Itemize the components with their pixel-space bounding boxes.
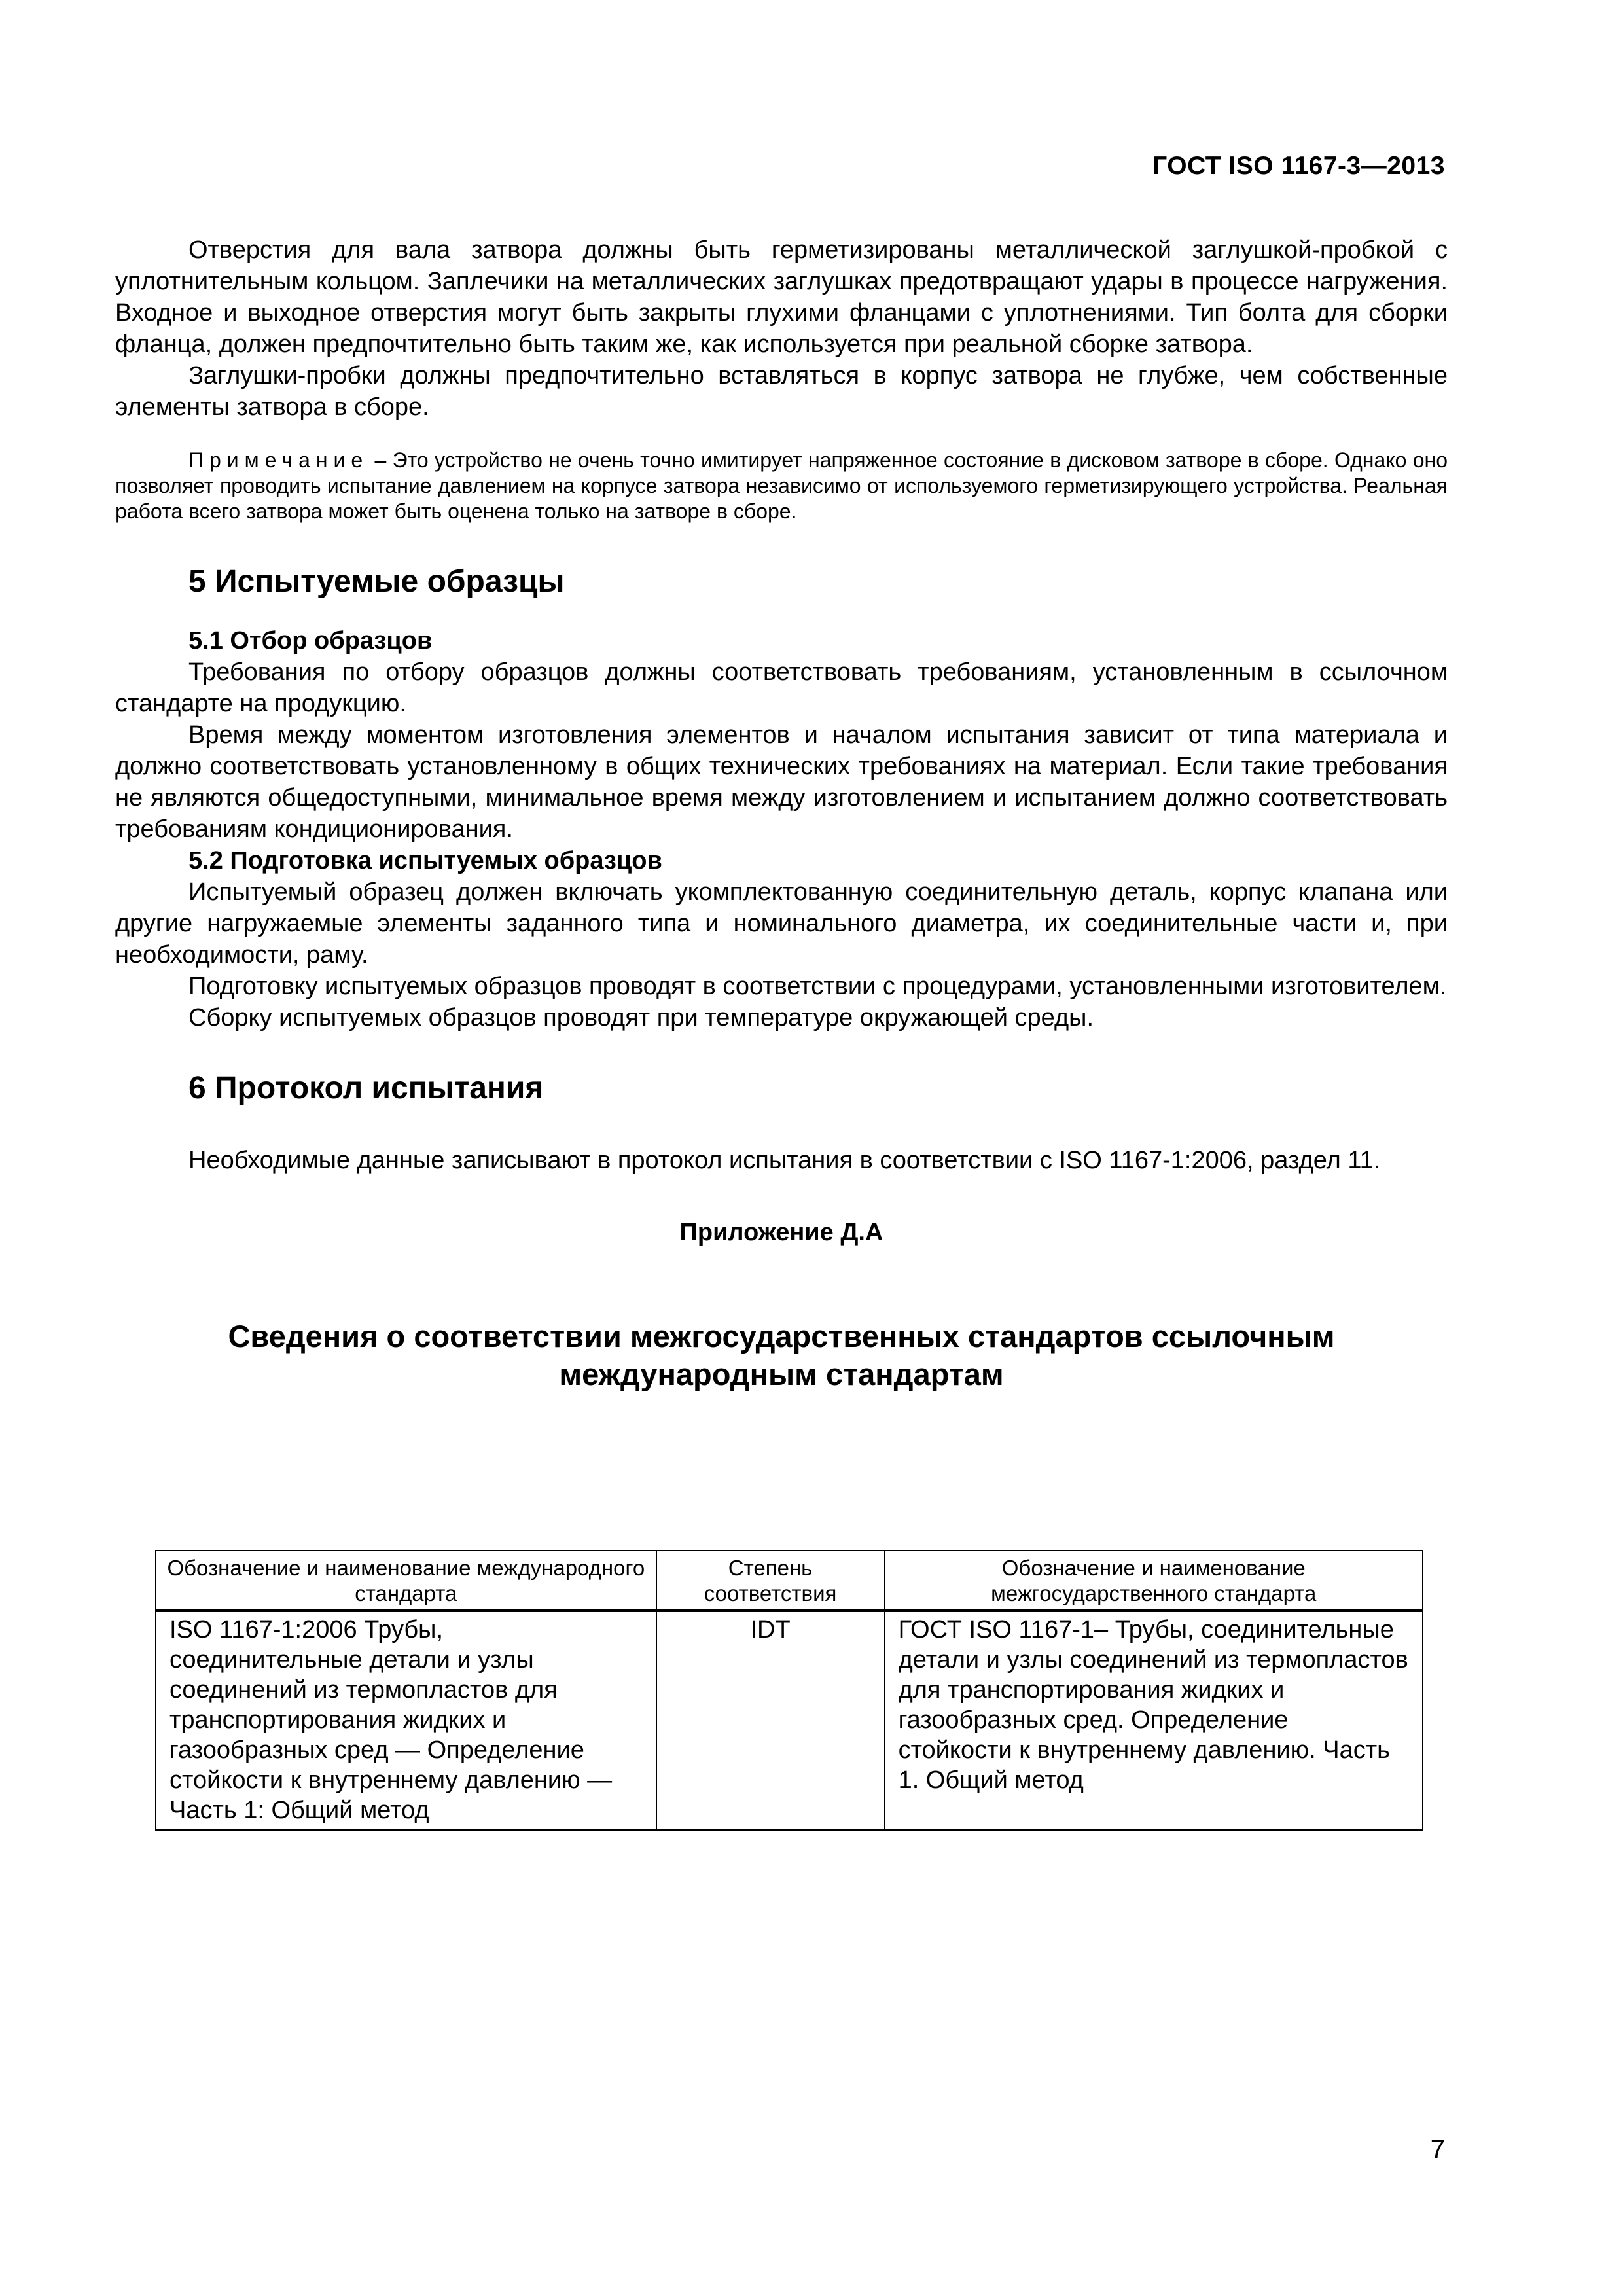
- section-6-heading: 6 Протокол испытания: [188, 1071, 544, 1105]
- note-paragraph: [115, 448, 1448, 524]
- section-5-1-paragraph-2: Время между моментом изготовления элементов и началом испытания зависит от типа материала и должно соответствовать установленному в общих технических требованиях на материал. Если такие требования не являются общедоступными, минимальное время между изготовлением и испытанием должно соответствовать требованиям кондиционирования.: [115, 721, 1448, 843]
- document-code-header: ГОСТ ISO 1167-3—2013: [1152, 152, 1445, 180]
- section-5-2-paragraph-3: Сборку испытуемых образцов проводят при температуре окружающей среды.: [188, 1004, 1094, 1031]
- column-header-degree: Степень соответствия: [656, 1551, 885, 1611]
- column-header-international: Обозначение и наименование международного стандарта: [156, 1551, 656, 1611]
- note-text: – Это устройство не очень точно имитирует напряженное состояние в дисковом затворе в сборе. Однако оно позволяет проводить испытание давлением на корпусе затвора независимо от используемого герметизирующего устройства. Реальная работа всего затвора может быть оценена только на затворе в сборе.: [115, 448, 1448, 523]
- section-5-heading: 5 Испытуемые образцы: [188, 564, 565, 599]
- section-5-1-heading: 5.1 Отбор образцов: [188, 627, 433, 655]
- cell-international-standard: ISO 1167-1:2006 Трубы, соединительные детали и узлы соединений из термопластов для транспортирования жидких и газообразных сред — Определение стойкости к внутреннему давлению — Часть 1: Общий метод: [156, 1611, 656, 1831]
- column-header-interstate: Обозначение и наименование межгосударственного стандарта: [885, 1551, 1423, 1611]
- appendix-title-line-2: международным стандартам: [559, 1357, 1004, 1391]
- section-6-paragraph-1: Необходимые данные записывают в протокол испытания в соответствии с ISO 1167-1:2006, раздел 11.: [188, 1147, 1381, 1174]
- section-5-2-heading: 5.2 Подготовка испытуемых образцов: [188, 847, 662, 874]
- cell-interstate-standard: ГОСТ ISO 1167-1– Трубы, соединительные детали и узлы соединений из термопластов для транспортирования жидких и газообразных сред. Определение стойкости к внутреннему давлению. Часть 1. Общий метод: [885, 1611, 1423, 1831]
- table-header-row: [156, 1551, 1423, 1611]
- section-5-1-paragraph-1: Требования по отбору образцов должны соответствовать требованиям, установленным в ссылочном стандарте на продукцию.: [115, 658, 1448, 717]
- appendix-title-line-1: Сведения о соответствии межгосударственных стандартов ссылочным: [228, 1319, 1335, 1354]
- section-5-2-paragraph-2: Подготовку испытуемых образцов проводят в соответствии с процедурами, установленными изготовителем.: [188, 973, 1447, 1000]
- page-number: 7: [1430, 2135, 1445, 2164]
- appendix-title: [115, 1318, 1448, 1393]
- table-row: [156, 1611, 1423, 1831]
- cell-degree-of-correspondence: IDT: [656, 1611, 885, 1831]
- standards-correspondence-table: [155, 1550, 1423, 1831]
- section-5-2-paragraph-1: Испытуемый образец должен включать укомплектованную соединительную деталь, корпус клапана или другие нагружаемые элементы заданного типа и номинального диаметра, их соединительные части и, при необходимости, раму.: [115, 878, 1448, 969]
- appendix-label: Приложение Д.А: [679, 1219, 883, 1246]
- intro-paragraph-1: Отверстия для вала затвора должны быть герметизированы металлической заглушкой-пробкой с уплотнительным кольцом. Заплечики на металлических заглушках предотвращают удары в процессе нагружения. Входное и выходное отверстия могут быть закрыты глухими фланцами с уплотнениями. Тип болта для сборки фланца, должен предпочтительно быть таким же, как используется при реальной сборке затвора.: [115, 236, 1448, 358]
- page-content: [115, 234, 1448, 1393]
- intro-paragraph-2: Заглушки-пробки должны предпочтительно вставляться в корпус затвора не глубже, чем собственные элементы затвора в сборе.: [115, 362, 1448, 421]
- note-label: Примечание: [188, 448, 369, 472]
